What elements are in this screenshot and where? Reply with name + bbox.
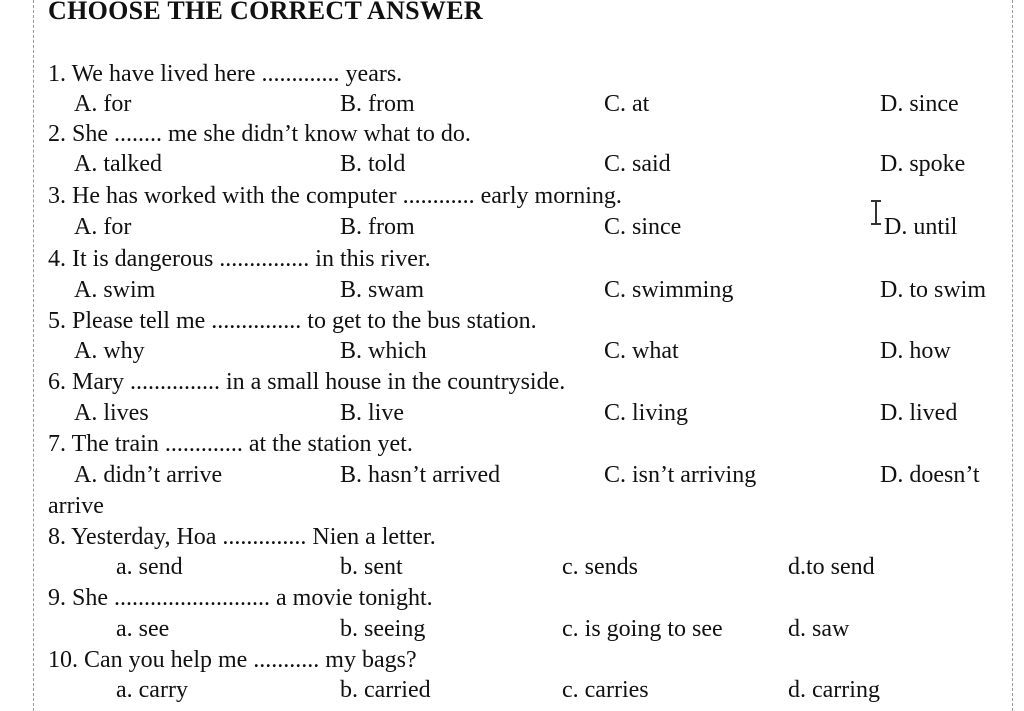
q5-option-b: B. which [340, 338, 427, 364]
q4-option-d: D. to swim [880, 277, 987, 303]
q1-option-d: D. since [880, 91, 959, 117]
page-border-right [1012, 0, 1013, 711]
q8-option-b: b. sent [340, 554, 403, 580]
q5-option-d: D. how [880, 338, 951, 364]
q6-option-a: A. lives [74, 400, 149, 426]
q6-option-d: D. lived [880, 400, 958, 426]
q10-option-d: d. carring [788, 677, 880, 703]
question-10: 10. Can you help me ........... my bags? [48, 647, 417, 673]
question-5: 5. Please tell me ............... to get to the bus station. [48, 308, 537, 334]
q5-option-c: C. what [604, 338, 679, 364]
q5-option-a: A. why [74, 338, 145, 364]
q7-option-d: D. doesn’t [880, 462, 980, 488]
q4-option-a: A. swim [74, 277, 156, 303]
q9-option-b: b. seeing [340, 616, 426, 642]
question-1: 1. We have lived here ............. years. [48, 61, 403, 87]
q7-option-c: C. isn’t arriving [604, 462, 757, 488]
q3-option-b: B. from [340, 214, 415, 240]
q6-option-c: C. living [604, 400, 689, 426]
q9-option-d: d. saw [788, 616, 850, 642]
q8-option-d: d.to send [788, 554, 875, 580]
page-border-left [33, 0, 34, 711]
q1-option-a: A. for [74, 91, 132, 117]
q7-option-b: B. hasn’t arrived [340, 462, 501, 488]
q2-option-b: B. told [340, 151, 406, 177]
q10-option-a: a. carry [116, 677, 188, 703]
q7-option-a: A. didn’t arrive [74, 462, 223, 488]
q6-option-b: B. live [340, 400, 404, 426]
q2-option-d: D. spoke [880, 151, 966, 177]
q10-option-c: c. carries [562, 677, 649, 703]
q8-option-c: c. sends [562, 554, 638, 580]
question-2: 2. She ........ me she didn’t know what to do. [48, 121, 471, 147]
q8-option-a: a. send [116, 554, 183, 580]
question-9: 9. She .......................... a movie tonight. [48, 585, 433, 611]
q2-option-a: A. talked [74, 151, 162, 177]
q10-option-b: b. carried [340, 677, 431, 703]
q2-option-c: C. said [604, 151, 671, 177]
q1-option-c: C. at [604, 91, 650, 117]
q3-option-d: D. until [884, 214, 958, 240]
q1-option-b: B. from [340, 91, 415, 117]
q3-option-a: A. for [74, 214, 132, 240]
q4-option-b: B. swam [340, 277, 424, 303]
q3-option-c: C. since [604, 214, 682, 240]
question-4: 4. It is dangerous ............... in this river. [48, 246, 431, 272]
question-6: 6. Mary ............... in a small house in the countryside. [48, 369, 566, 395]
q4-option-c: C. swimming [604, 277, 734, 303]
q9-option-a: a. see [116, 616, 170, 642]
text-cursor-icon [870, 200, 882, 226]
q7-option-d-continuation: arrive [48, 493, 104, 519]
q9-option-c: c. is going to see [562, 616, 723, 642]
question-8: 8. Yesterday, Hoa .............. Nien a letter. [48, 524, 436, 550]
question-7: 7. The train ............. at the station yet. [48, 431, 413, 457]
page-title: CHOOSE THE CORRECT ANSWER [48, 0, 483, 25]
question-3: 3. He has worked with the computer ............ early morning. [48, 183, 622, 209]
